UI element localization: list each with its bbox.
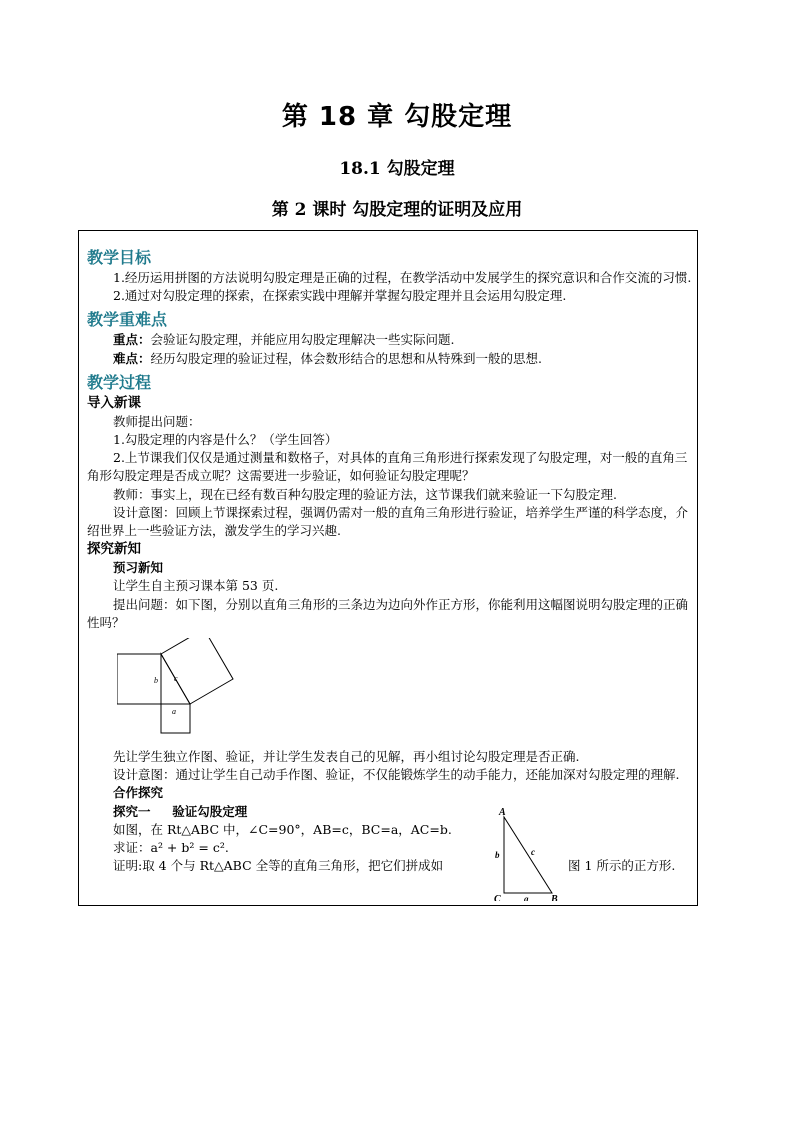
- explore1-title: 验证勾股定理: [172, 803, 248, 819]
- difficulty-point: [87, 350, 693, 368]
- lesson-plan-panel: [78, 230, 698, 906]
- coop-heading: 合作探究: [113, 785, 164, 801]
- after-figure-paragraph: 先让学生独立作图、验证，并让学生发表自己的见解，再小组讨论勾股定理是否正确.: [113, 749, 580, 765]
- right-triangle-abc-diagram: [487, 805, 567, 901]
- focus-label: 重点：: [113, 332, 151, 348]
- preview-heading: 预习新知: [113, 560, 164, 576]
- intro-paragraph: 教师提出问题：: [113, 413, 201, 429]
- intro-paragraph: 设计意图：回顾上节课探索过程，强调仍需对一般的直角三角形进行验证，培养学生严谨的科学态度，介绍世界上一些验证方法，激发学生的学习兴趣.: [87, 504, 689, 539]
- lesson-content: [87, 243, 693, 875]
- proof-row: [87, 857, 693, 875]
- difficulty-label: 难点：: [113, 350, 151, 366]
- difficulty-text: 经历勾股定理的验证过程，体会数形结合的思想和从特殊到一般的思想.: [150, 350, 542, 366]
- prove-statement: 求证：a² + b² = c².: [113, 840, 229, 856]
- objective-item: 2.通过对勾股定理的探索，在探索实践中理解并掌握勾股定理并且会运用勾股定理.: [113, 288, 567, 304]
- objective-item: 1.经历运用拼图的方法说明勾股定理是正确的过程，在教学活动中发展学生的探究意识和合作交流的习惯.: [113, 270, 692, 285]
- proof-statement: 证明:取 4 个与 Rt△ABC 全等的直角三角形，把它们拼成如: [113, 858, 444, 874]
- side-c: c: [531, 847, 535, 857]
- label-b: b: [154, 676, 158, 686]
- vertex-c: C: [494, 894, 501, 901]
- section-title: 18.1 勾股定理: [339, 159, 455, 179]
- side-b: b: [495, 850, 500, 860]
- explore-heading: 探究新知: [87, 541, 141, 558]
- intro-paragraph: 教师：事实上，现在已经有数百种勾股定理的验证方法，这节课我们就来验证一下勾股定理.: [113, 486, 617, 502]
- focus-point: [87, 331, 693, 349]
- intro-paragraph: 2.上节课我们仅仅是通过测量和数格子，对具体的直角三角形进行探索发现了勾股定理，对一般的直角三角形勾股定理是否成立呢？这需要进一步验证，如何验证勾股定理呢？: [87, 450, 688, 484]
- focus-text: 会验证勾股定理，并能应用勾股定理解决一些实际问题.: [150, 332, 455, 348]
- triangle-abc: [504, 817, 552, 893]
- squares-on-triangle-diagram: [117, 638, 257, 748]
- key-points-heading: 教学重难点: [87, 310, 168, 330]
- square-c: [161, 638, 233, 704]
- explore1-heading: [87, 803, 693, 821]
- squares-figure: [87, 636, 693, 746]
- given-statement: 如图，在 Rt△ABC 中，∠C=90°，AB=c，BC=a，AC=b.: [113, 821, 452, 837]
- preview-paragraph: 让学生自主预习课本第 53 页.: [113, 578, 279, 594]
- proof-tail: 图 1 所示的正方形.: [568, 858, 676, 874]
- objectives-heading: 教学目标: [87, 248, 152, 267]
- vertex-a: A: [499, 807, 506, 818]
- after-figure-paragraph: 设计意图：通过让学生自己动手作图、验证，不仅能锻炼学生的动手能力，还能加深对勾股定理的理解.: [113, 767, 680, 783]
- lesson-title: 第 2 课时 勾股定理的证明及应用: [271, 200, 523, 220]
- vertex-b: B: [551, 894, 558, 901]
- label-a: a: [172, 707, 176, 717]
- label-c: c: [174, 674, 178, 684]
- process-heading: 教学过程: [87, 372, 152, 392]
- intro-paragraph: 1.勾股定理的内容是什么？（学生回答）: [113, 432, 338, 448]
- explore1-label: 探究一: [113, 803, 151, 819]
- preview-paragraph: 提出问题：如下图，分别以直角三角形的三条边为边向外作正方形，你能利用这幅图说明勾股定理的正确性吗？: [87, 596, 689, 630]
- side-a: a: [524, 894, 529, 901]
- intro-heading: 导入新课: [87, 394, 141, 411]
- chapter-title: 第 18 章 勾股定理: [281, 102, 513, 132]
